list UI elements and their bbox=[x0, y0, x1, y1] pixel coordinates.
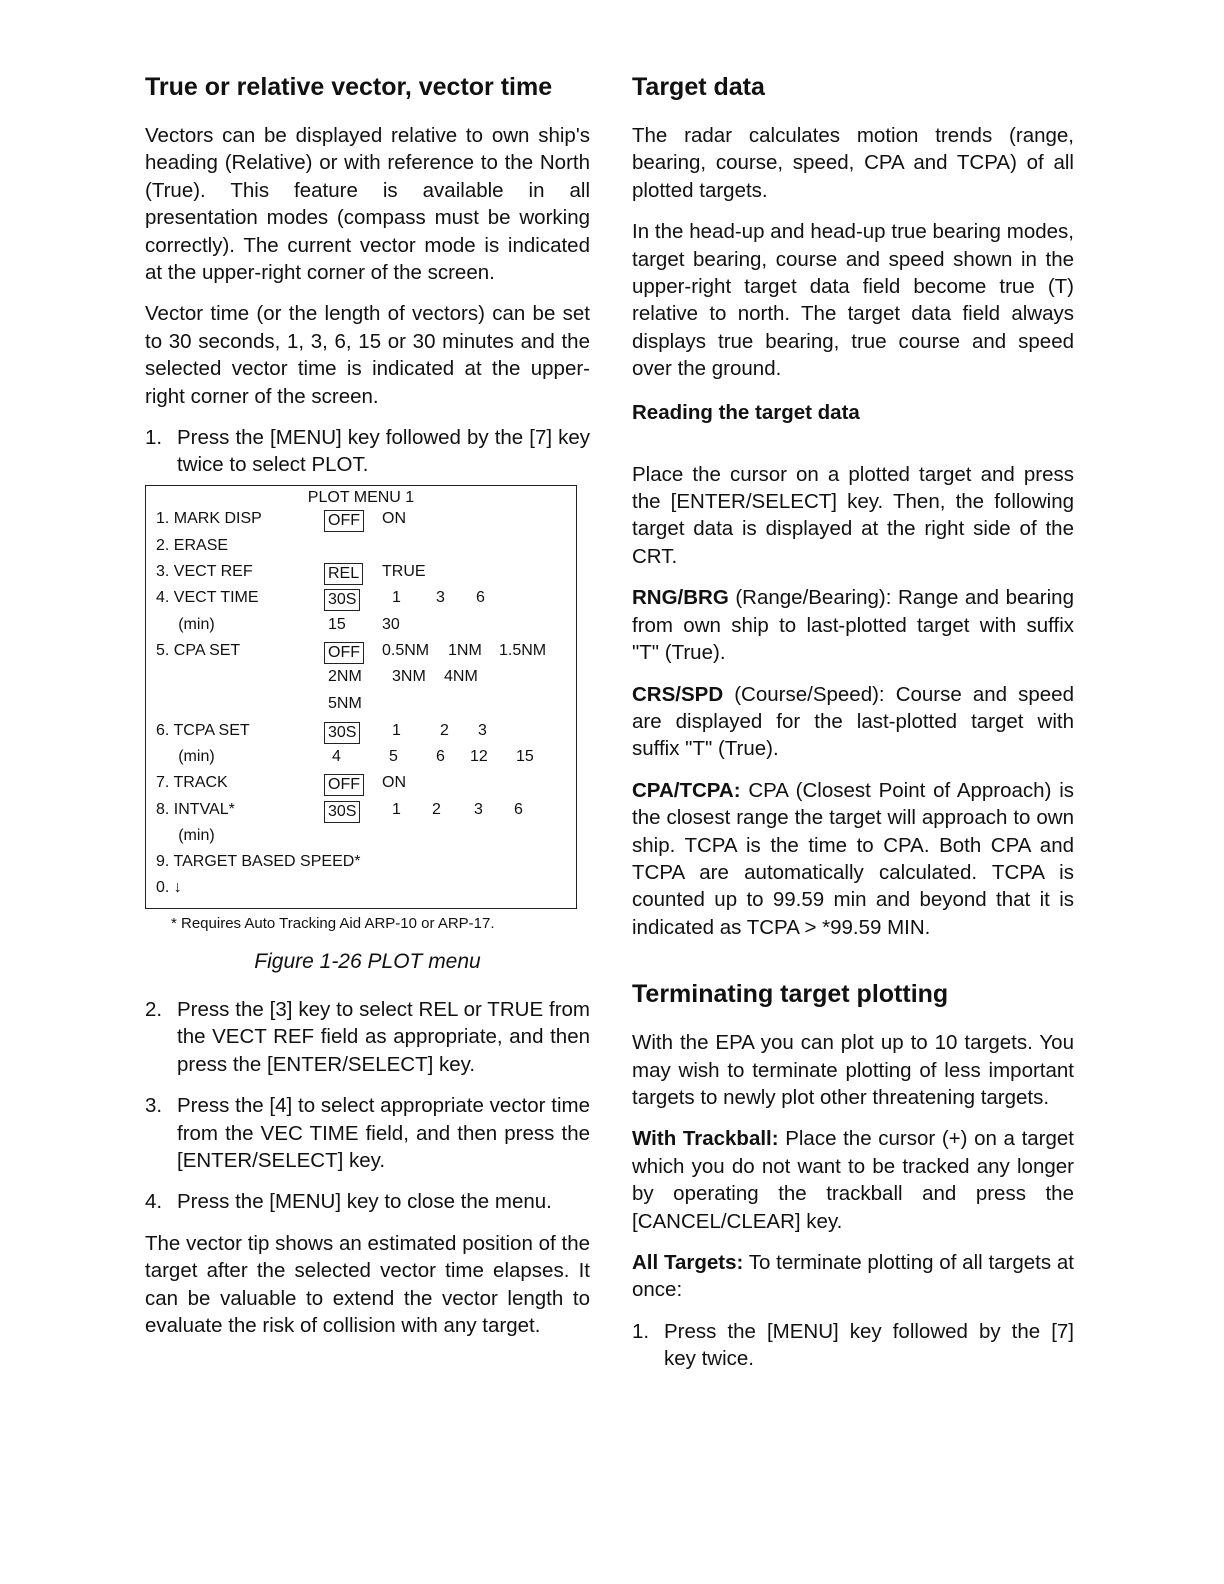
menu-option: 0.5NM bbox=[382, 641, 430, 659]
definition-text: (Course/Speed): Course and speed are displayed for the last-plotted target with suffix "T" (True). bbox=[632, 682, 1074, 761]
definition-text: Place the cursor (+) on a target which you do not want to be tracked any longer by operating the trackball and press the [CANCEL/CLEAR] key. bbox=[632, 1127, 1074, 1233]
section-heading-terminating: Terminating target plotting bbox=[632, 980, 949, 1009]
definition-text: CPA (Closest Point of Approach) is the closest range the target will approach to own ship. TCPA is the time to CPA. Both CPA and TCPA are automatically calculated. TCPA is counted up to 99.59 min and beyond that it is indicated as TCPA > *99.59 MIN. bbox=[632, 778, 1074, 939]
step-item bbox=[145, 424, 590, 479]
left-column bbox=[145, 72, 590, 1353]
definition-cpa-tcpa bbox=[632, 777, 1074, 941]
term: RNG/BRG bbox=[632, 586, 729, 610]
menu-option: 5NM bbox=[328, 694, 362, 712]
step-text: Press the [MENU] key followed by the [7] key twice. bbox=[664, 1319, 1074, 1371]
step-number: 1. bbox=[145, 426, 163, 450]
term: All Targets: bbox=[632, 1251, 744, 1274]
term: CPA/TCPA: bbox=[632, 778, 741, 802]
subheading-reading-target-data: Reading the target data bbox=[632, 400, 860, 424]
selected-option: OFF bbox=[324, 642, 364, 664]
menu-option: 2 bbox=[440, 721, 449, 739]
paragraph: The vector tip shows an estimated position of the target after the selected vector time elapses. It can be valuable to extend the vector length to evaluate the risk of collision with any target. bbox=[145, 1231, 590, 1337]
menu-label: 2. ERASE bbox=[156, 536, 229, 554]
menu-label: 3. VECT REF bbox=[156, 562, 253, 580]
steps-list bbox=[632, 1318, 1074, 1373]
plot-menu-figure bbox=[145, 485, 577, 909]
menu-title: PLOT MENU 1 bbox=[307, 488, 415, 506]
menu-option: 1 bbox=[392, 800, 401, 818]
menu-option: 2 bbox=[432, 800, 441, 818]
step-item bbox=[145, 996, 590, 1078]
menu-label: (min) bbox=[156, 826, 215, 844]
step-text: Press the [MENU] key followed by the [7] key twice to select PLOT. bbox=[177, 426, 590, 477]
definition-text: (Range/Bearing): Range and bearing from own ship to last-plotted target with suffix "T" (True). bbox=[632, 586, 1074, 665]
paragraph: With the EPA you can plot up to 10 targets. You may wish to terminate plotting of less important targets to newly plot other threatening targets. bbox=[632, 1031, 1074, 1109]
figure-caption: Figure 1-26 PLOT menu bbox=[254, 949, 481, 973]
menu-label: 9. TARGET BASED SPEED* bbox=[156, 852, 361, 870]
menu-option: 3 bbox=[474, 800, 483, 818]
section-heading-vector: True or relative vector, vector time bbox=[145, 73, 553, 101]
step-number: 2. bbox=[145, 997, 163, 1021]
menu-option: 3 bbox=[478, 721, 487, 739]
menu-label: 7. TRACK bbox=[156, 773, 228, 791]
selected-option: 30S bbox=[324, 722, 360, 744]
menu-label: 1. MARK DISP bbox=[156, 509, 262, 527]
menu-label: 8. INTVAL* bbox=[156, 800, 235, 818]
definition-with-trackball bbox=[632, 1125, 1074, 1235]
menu-option: 15 bbox=[328, 615, 346, 633]
menu-option: 12 bbox=[470, 747, 488, 765]
paragraph: Vectors can be displayed relative to own ship's heading (Relative) or with reference to the North (True). This feature is available in all presentation modes (compass must be working correctly). The current vector mode is indicated at the upper-right corner of the screen. bbox=[145, 124, 590, 285]
step-item bbox=[145, 1092, 590, 1174]
menu-option: 6 bbox=[436, 747, 445, 765]
step-text: Press the [3] key to select REL or TRUE from the VECT REF field as appropriate, and then press the [ENTER/SELECT] key. bbox=[177, 997, 590, 1076]
definition-text: To terminate plotting of all targets at once: bbox=[632, 1251, 1074, 1302]
section-heading-target-data: Target data bbox=[632, 73, 765, 101]
menu-option: ON bbox=[382, 773, 406, 791]
menu-option: 6 bbox=[476, 588, 485, 606]
menu-label: (min) bbox=[156, 615, 215, 633]
menu-option: 1.5NM bbox=[499, 641, 547, 659]
selected-option: 30S bbox=[324, 801, 360, 823]
step-item bbox=[632, 1318, 1074, 1373]
menu-label: (min) bbox=[156, 747, 215, 765]
menu-option: 4 bbox=[332, 747, 341, 765]
menu-option: 6 bbox=[514, 800, 523, 818]
step-item bbox=[145, 1188, 590, 1215]
selected-option: OFF bbox=[324, 774, 364, 796]
figure-footnote: * Requires Auto Tracking Aid ARP-10 or ARP-17. bbox=[171, 914, 495, 932]
step-text: Press the [MENU] key to close the menu. bbox=[177, 1190, 552, 1214]
menu-option: 4NM bbox=[444, 667, 478, 685]
menu-option: ON bbox=[382, 509, 406, 527]
definition-all-targets bbox=[632, 1249, 1074, 1304]
steps-list bbox=[145, 996, 590, 1216]
step-number: 4. bbox=[145, 1190, 163, 1214]
paragraph: In the head-up and head-up true bearing modes, target bearing, course and speed shown in the upper-right target data field become true (T) relative to north. The target data field always displays true bearing, true course and speed over the ground. bbox=[632, 220, 1074, 381]
menu-label: 0. ↓ bbox=[156, 878, 182, 896]
step-number: 3. bbox=[145, 1094, 163, 1118]
menu-option: 3NM bbox=[392, 667, 426, 685]
menu-label: 5. CPA SET bbox=[156, 641, 241, 659]
menu-option: 1 bbox=[392, 588, 401, 606]
selected-option: REL bbox=[324, 563, 363, 585]
paragraph: Vector time (or the length of vectors) can be set to 30 seconds, 1, 3, 6, 15 or 30 minutes and the selected vector time is indicated at the upper-right corner of the screen. bbox=[145, 302, 590, 408]
menu-option: 2NM bbox=[328, 667, 362, 685]
menu-option: 3 bbox=[436, 588, 445, 606]
term: CRS/SPD bbox=[632, 682, 724, 706]
definition-crs-spd bbox=[632, 681, 1074, 763]
term: With Trackball: bbox=[632, 1127, 779, 1151]
paragraph: The radar calculates motion trends (range, bearing, course, speed, CPA and TCPA) of all plotted targets. bbox=[632, 124, 1074, 202]
selected-option: 30S bbox=[324, 589, 360, 611]
step-number: 1. bbox=[632, 1319, 650, 1343]
right-column bbox=[632, 72, 1074, 1387]
paragraph: Place the cursor on a plotted target and press the [ENTER/SELECT] key. Then, the following target data is displayed at the right side of the CRT. bbox=[632, 462, 1074, 568]
menu-label: 6. TCPA SET bbox=[156, 721, 250, 739]
menu-option: 5 bbox=[389, 747, 398, 765]
menu-option: TRUE bbox=[382, 562, 426, 580]
menu-option: 15 bbox=[516, 747, 534, 765]
step-text: Press the [4] to select appropriate vector time from the VEC TIME field, and then press the [ENTER/SELECT] key. bbox=[177, 1094, 590, 1172]
menu-label: 4. VECT TIME bbox=[156, 588, 259, 606]
menu-option: 1 bbox=[392, 721, 401, 739]
menu-option: 1NM bbox=[448, 641, 482, 659]
definition-rng-brg bbox=[632, 584, 1074, 666]
menu-option: 30 bbox=[382, 615, 400, 633]
steps-list bbox=[145, 424, 590, 479]
selected-option: OFF bbox=[324, 510, 364, 532]
